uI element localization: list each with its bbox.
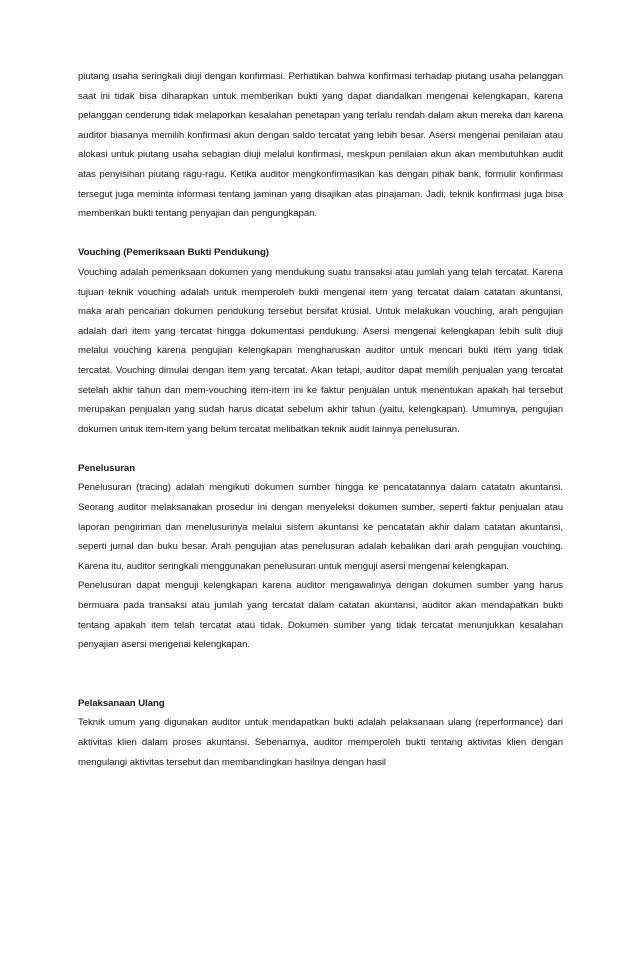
pelaksanaan-ulang-paragraph: Teknik umum yang digunakan auditor untuk mendapatkan bukti adalah pelaksanaan ulang (reperformance) dari aktivitas klien dalam proses akuntansi. Sebenarnya, auditor memperoleh bukti tentang aktivitas klien dengan mengulangi aktivitas tersebut dan membandingkan hasilnya dengan hasil <box>78 717 563 768</box>
section-spacer <box>78 224 563 244</box>
section-heading-penelusuran: Penelusuran <box>78 462 136 474</box>
intro-paragraph: piutang usaha seringkali diuji dengan konfirmasi. Perhatikan bahwa konfirmasi terhadap piutang usaha pelanggan saat ini tidak bisa diharapkan untuk memberikan bukti yang dapat diandalkan mengenai kelengkapan, karena pelanggan cenderung tidak melaporkan kesalahan penetapan yang terlalu rendah dalam akun mereka dan karena auditor biasanya memilih konfirmasi akun dengan saldo tercatat yang lebih besar. Asersi mengenai penilaian atau alokasi untuk piutang usaha sebagian diuji melalui konfirmasi, meskpun penilaian akun akan membutuhkan audit atas penyisihan piutang ragu-ragu. Ketika auditor mengkonfirmasikan kas dengan pihak bank, formulir konfirmasi tersegut juga meminta informasi tentang jaminan yang disajikan atas pinajaman. Jadi, teknik konfirmasi juga bisa memberikan bukti tentang penyajian dan pengungkapan. <box>78 71 563 220</box>
vouching-paragraph: Vouching adalah pemeriksaan dokumen yang mendukung suatu transaksi atau jumlah yang telah tercatat. Karena tujuan teknik vouching adalah untuk memperoleh bukti mengenai item yang tercatat dalam catatan akuntansi, maka arah pencarian dokumen pendukung tersebut bersifat krusial. Untuk melakukan vouching, arah pengujian adalah dari item yang tercatat hingga dokumentasi pendukung. Asersi mengenai kelengkapan lebih sulit diuji melalui vouching karena pengujian kelengkapan mengharuskan auditor untuk mencari bukti item yang tidak tercatat. Vouching dimulai dengan item yang tercatat. Akan tetapi, auditor dapat memilih penjualan yang tercatat setelah akhir tahun dan mem-vouching item-item ini ke faktur penjualan untuk menentukan apakah hal tersebut merupakan penjualan yang sudah harus dicatat sebelum akhir tahun (yaitu, kelengkapan). Umumnya, pengujian dokumen untuk item-item yang belum tercatat melibatkan teknik audit lainnya penelusuran. <box>78 266 563 435</box>
section-spacer <box>78 655 563 694</box>
penelusuran-paragraph-2: Penelusuran dapat menguji kelengkapan karena auditor mengawalinya dengan dokumen sumber yang harus bermuara pada transaksi atau jumlah yang tercatat dalam catatan akuntansi, auditor akan mendapatkan bukti tentang apakah item telah tercatat atau tidak. Dokumen sumber yang tidak tercatat menunjukkan kesalahan penyajian asersi mengenai kelengkapan. <box>78 580 563 651</box>
section-heading-pelaksanaan-ulang: Pelaksanaan Ulang <box>78 697 165 709</box>
document-page <box>78 67 563 772</box>
section-spacer <box>78 439 563 459</box>
penelusuran-paragraph-1: Penelusuran (tracing) adalah mengikuti dokumen sumber hingga ke pencatatannya dalam catatatn akuntansi. Seorang auditor melaksanakan prosedur ini dengan menyeleksi dokumen sumber, seperti faktur penjualan atau laporan pengiriman dan menelusurinya melalui sistem akuntansi ke pencatatan akhir dalam catatan akuntansi, seperti jurnal dan buku besar. Arah pengujian atas penelusuran adalah kebalikan dari arah pengujian vouching. Karena itu, auditor seringkali menggunakan penelusuran untuk menguji asersi mengenai kelengkapan. <box>78 482 563 572</box>
section-heading-vouching: Vouching (Pemeriksaan Bukti Pendukung) <box>78 247 269 259</box>
